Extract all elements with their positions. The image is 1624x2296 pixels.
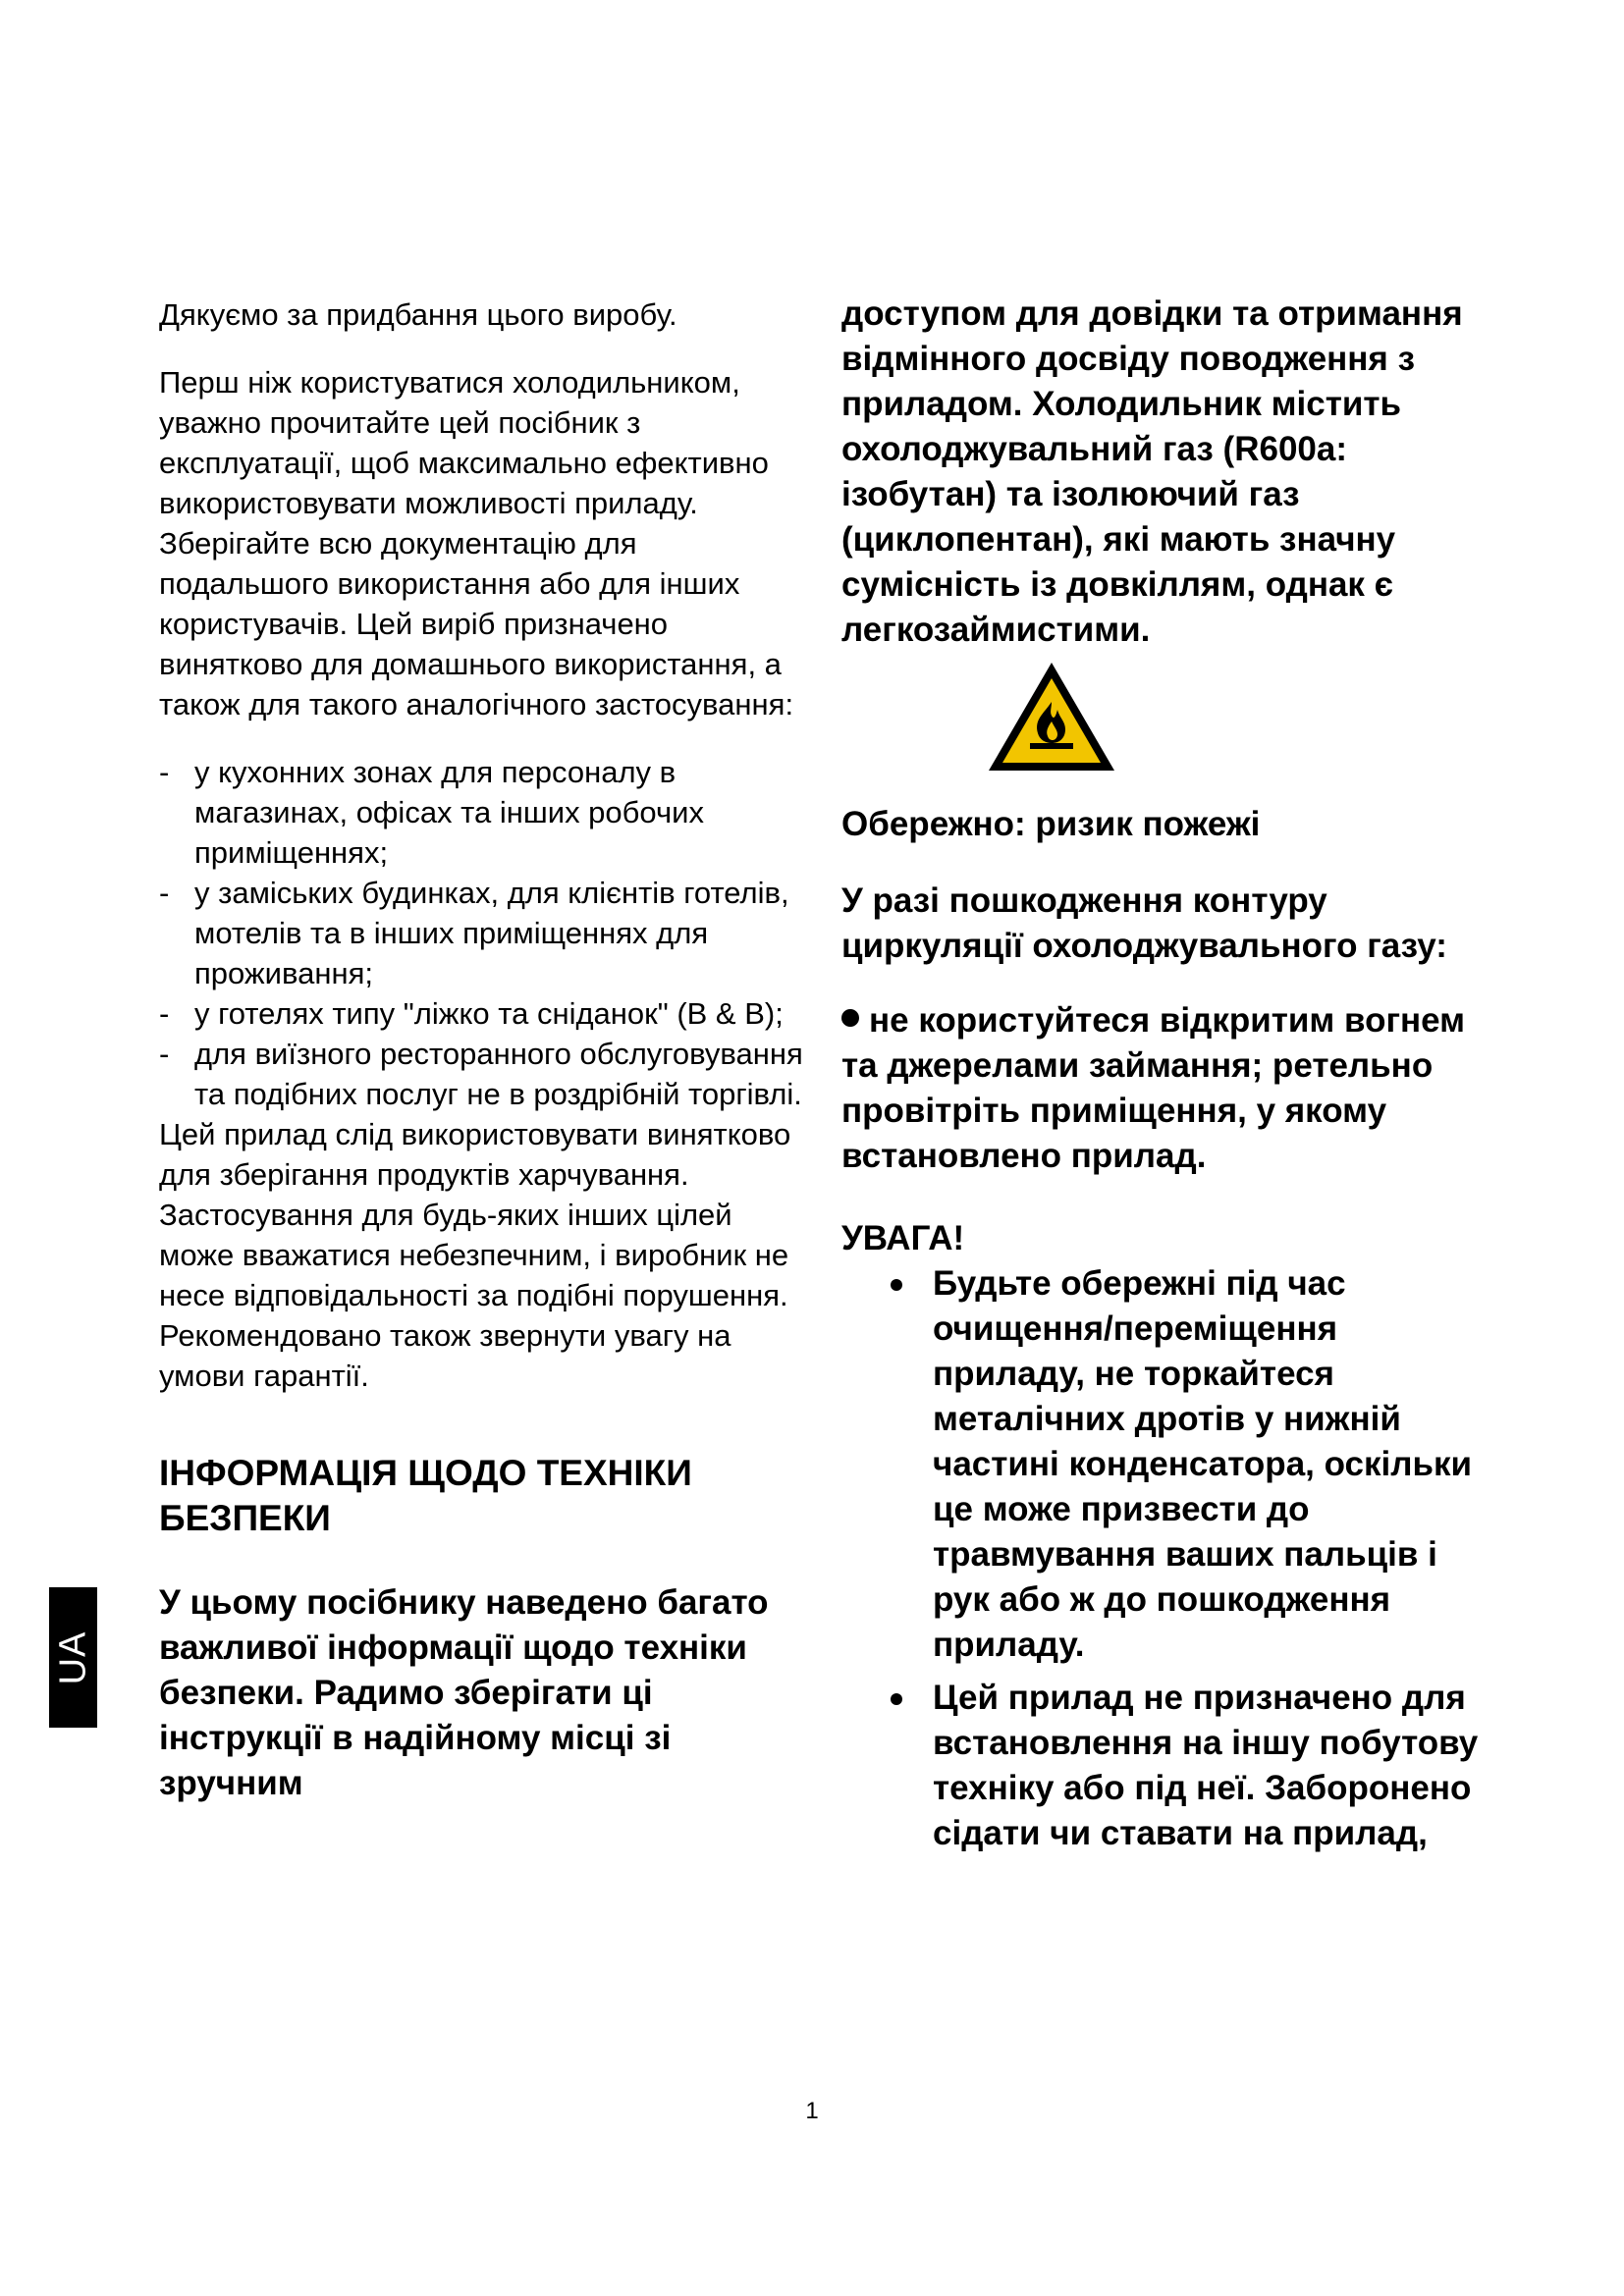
safety-intro: У цьому посібнику наведено багато важливої інформації щодо техніки безпеки. Радимо зберігати ці інструкції в надійному місці зі зручним <box>159 1583 769 1802</box>
bullet-icon <box>841 1009 859 1027</box>
no-flames-text: не користуйтеся відкритим вогнем та джерелами займання; ретельно провітріть приміщення, у якому встановлено прилад. <box>841 1001 1466 1175</box>
right-column <box>841 292 1489 1856</box>
attention-heading: УВАГА! <box>841 1219 965 1257</box>
language-tab-label: UA <box>52 1630 93 1684</box>
page-number: 1 <box>805 2098 819 2124</box>
uses-list <box>159 752 807 1114</box>
flammable-warning-icon <box>985 659 1118 774</box>
language-tab <box>49 1587 97 1728</box>
list-item: - у кухонних зонах для персоналу в магазинах, офісах та інших робочих приміщеннях; <box>159 752 807 873</box>
intro-text: Перш ніж користуватися холодильником, уважно прочитайте цей посібник з експлуатації, щоб максимально ефективно використовувати можливості приладу. Зберігайте всю документацію для подальшого використання або для інших користувачів. Цей виріб призначено винятково для домашнього використання, а також для такого аналогічного застосування: <box>159 365 794 721</box>
thanks-text: Дякуємо за придбання цього виробу. <box>159 297 677 332</box>
fire-warning: Обережно: ризик пожежі <box>841 805 1261 843</box>
food-note: Цей прилад слід використовувати винятково для зберігання продуктів харчування. Застосування для будь-яких інших цілей може вважатися небезпечним, і виробник не несе відповідальності за подібні порушення. Рекомендовано також звернути увагу на умови гарантії. <box>159 1117 791 1393</box>
list-item: - у заміських будинках, для клієнтів готелів, мотелів та в інших приміщеннях для проживання; <box>159 873 807 993</box>
left-column <box>159 294 807 1806</box>
list-item: Будьте обережні під час очищення/переміщення приладу, не торкайтеся металічних дротів у нижній частині конденсатора, оскільки це може призвести до травмування ваших пальців і рук або ж до пошкодження приладу. <box>841 1261 1489 1668</box>
continuation-text: доступом для довідки та отримання відмінного досвіду поводження з приладом. Холодильник містить охолоджувальний газ (R600a: ізобутан) та ізолюючий газ (циклопентан), які мають значну сумісність із довкіллям, однак є легкозаймистими. <box>841 294 1463 649</box>
list-item: Цей прилад не призначено для встановлення на іншу побутову техніку або під неї. Заборонено сідати чи ставати на прилад, <box>841 1676 1489 1856</box>
list-item: - для виїзного ресторанного обслуговування та подібних послуг не в роздрібній торгівлі. <box>159 1034 807 1114</box>
circuit-damage-text: У разі пошкодження контуру циркуляції охолоджувального газу: <box>841 881 1447 965</box>
no-flames-item <box>841 998 1489 1179</box>
attention-list <box>841 1261 1489 1856</box>
list-item: - у готелях типу "ліжко та сніданок" (B & B); <box>159 993 807 1034</box>
safety-heading: ІНФОРМАЦІЯ ЩОДО ТЕХНІКИ БЕЗПЕКИ <box>159 1453 692 1538</box>
